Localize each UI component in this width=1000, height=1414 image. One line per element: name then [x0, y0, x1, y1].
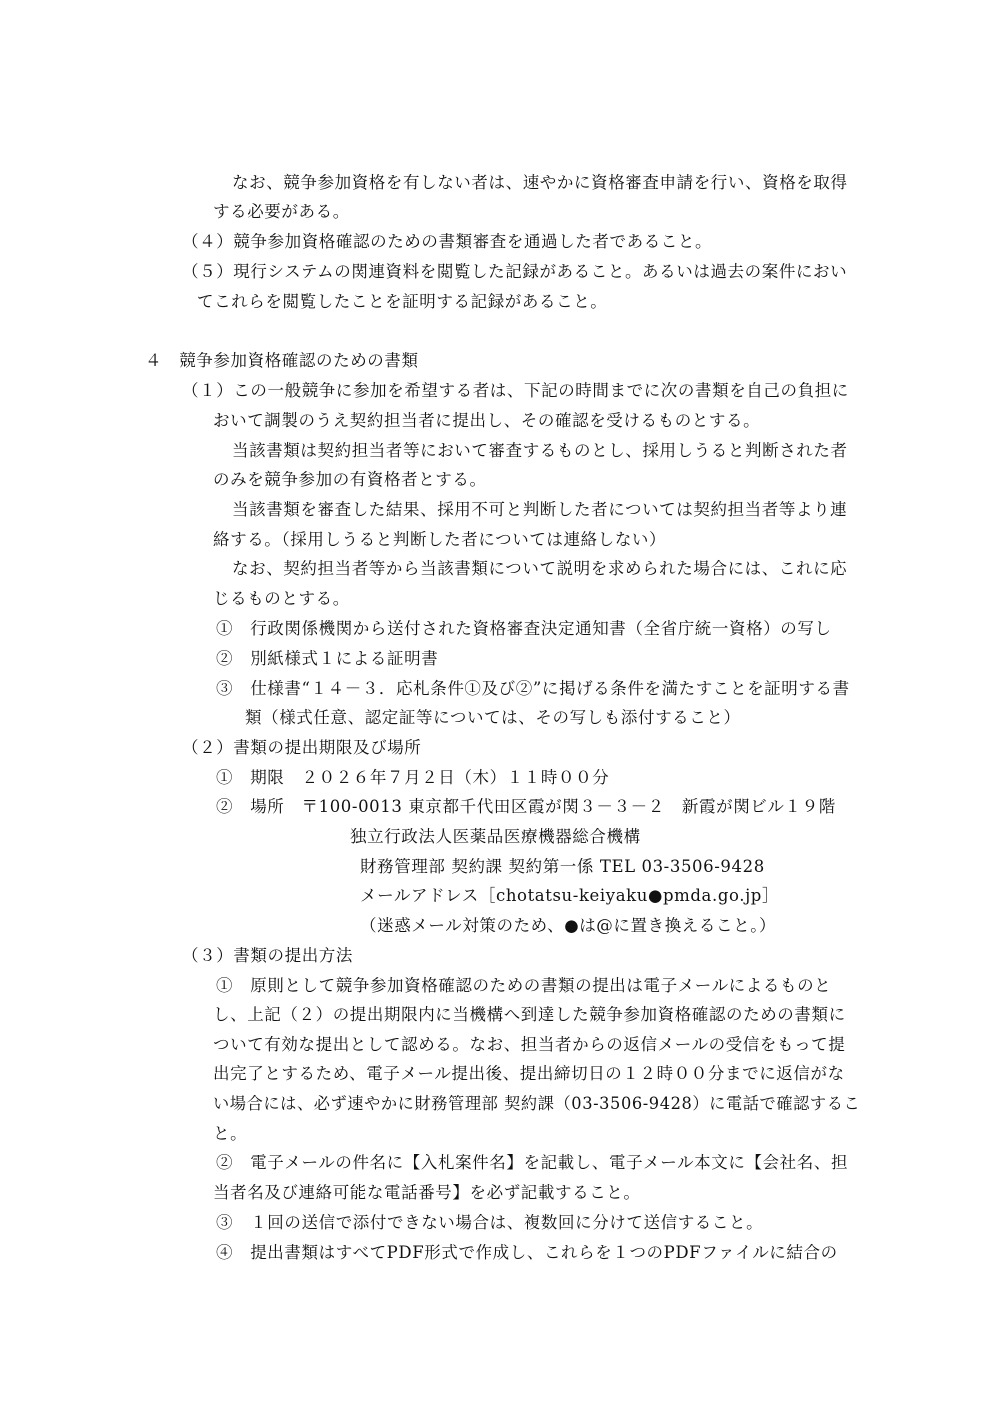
- doc-item-2: ② 別紙様式１による証明書: [216, 649, 439, 668]
- place-line-2: 独立行政法人医薬品医療機器総合機構: [350, 827, 641, 846]
- p1-line-2: おいて調製のうえ契約担当者に提出し、その確認を受けるものとする。: [213, 411, 761, 430]
- method-1-line-4: 出完了とするため、電子メール提出後、提出締切日の１２時００分までに返信がな: [213, 1064, 845, 1083]
- deadline: ① 期限 ２０２６年７月２日（木）１１時００分: [216, 768, 610, 787]
- doc-item-1: ① 行政関係機関から送付された資格審査決定通知書（全省庁統一資格）の写し: [216, 619, 832, 638]
- place-line-3: 財務管理部 契約課 契約第一係 TEL 03-3506-9428: [360, 857, 765, 876]
- p1-line-3: 当該書類は契約担当者等において審査するものとし、採用しうると判断された者: [232, 441, 848, 460]
- p1-line-4: のみを競争参加の有資格者とする。: [213, 470, 487, 489]
- item-4: （４）競争参加資格確認のための書類審査を通過した者であること。: [182, 232, 713, 251]
- section-4-heading: ４ 競争参加資格確認のための書類: [145, 351, 419, 370]
- doc-item-3-line-1: ③ 仕様書“１４－３．応札条件①及び②”に掲げる条件を満たすことを証明する書: [216, 679, 850, 698]
- doc-item-3-line-2: 類（様式任意、認定証等については、その写しも添付すること）: [245, 708, 741, 727]
- note-line-1: なお、競争参加資格を有しない者は、速やかに資格審査申請を行い、資格を取得: [232, 173, 848, 192]
- method-1-line-2: し、上記（２）の提出期限内に当機構へ到達した競争参加資格確認のための書類に: [213, 1005, 846, 1024]
- p1-line-5: 当該書類を審査した結果、採用不可と判断した者については契約担当者等より連: [232, 500, 848, 519]
- method-1-line-1: ① 原則として競争参加資格確認のための書類の提出は電子メールによるものと: [216, 976, 832, 995]
- method-4-line-1: ④ 提出書類はすべてPDF形式で作成し、これらを１つのPDFファイルに結合の: [216, 1243, 838, 1262]
- p3-heading: （３）書類の提出方法: [182, 946, 353, 965]
- method-1-line-5: い場合には、必ず速やかに財務管理部 契約課（03-3506-9428）に電話で確認するこ: [213, 1094, 861, 1113]
- method-1-line-6: と。: [213, 1124, 248, 1143]
- method-2-line-2: 当者名及び連絡可能な電話番号】を必ず記載すること。: [213, 1183, 641, 1202]
- p2-heading: （２）書類の提出期限及び場所: [182, 738, 422, 757]
- item-5-line-2: てこれらを閲覧したことを証明する記録があること。: [197, 292, 608, 311]
- note-line-2: する必要がある。: [213, 202, 350, 221]
- p1-line-7: なお、契約担当者等から当該書類について説明を求められた場合には、これに応: [232, 559, 848, 578]
- email-address: メールアドレス［chotatsu-keiyaku●pmda.go.jp］: [360, 886, 780, 905]
- p1-line-1: （１）この一般競争に参加を希望する者は、下記の時間までに次の書類を自己の負担に: [182, 381, 849, 400]
- method-3: ③ １回の送信で添付できない場合は、複数回に分けて送信すること。: [216, 1213, 764, 1232]
- method-2-line-1: ② 電子メールの件名に【入札案件名】を記載し、電子メール本文に【会社名、担: [216, 1153, 849, 1172]
- place-line-1: ② 場所 〒100-0013 東京都千代田区霞が関３－３－２ 新霞が関ビル１９階: [216, 797, 836, 816]
- email-note: （迷惑メール対策のため、●は@に置き換えること。）: [360, 916, 777, 935]
- method-1-line-3: ついて有効な提出として認める。なお、担当者からの返信メールの受信をもって提: [213, 1035, 846, 1054]
- p1-line-8: じるものとする。: [213, 589, 350, 608]
- p1-line-6: 絡する。（採用しうると判断した者については連絡しない）: [213, 530, 667, 549]
- item-5-line-1: （５）現行システムの関連資料を閲覧した記録があること。あるいは過去の案件におい: [182, 262, 848, 281]
